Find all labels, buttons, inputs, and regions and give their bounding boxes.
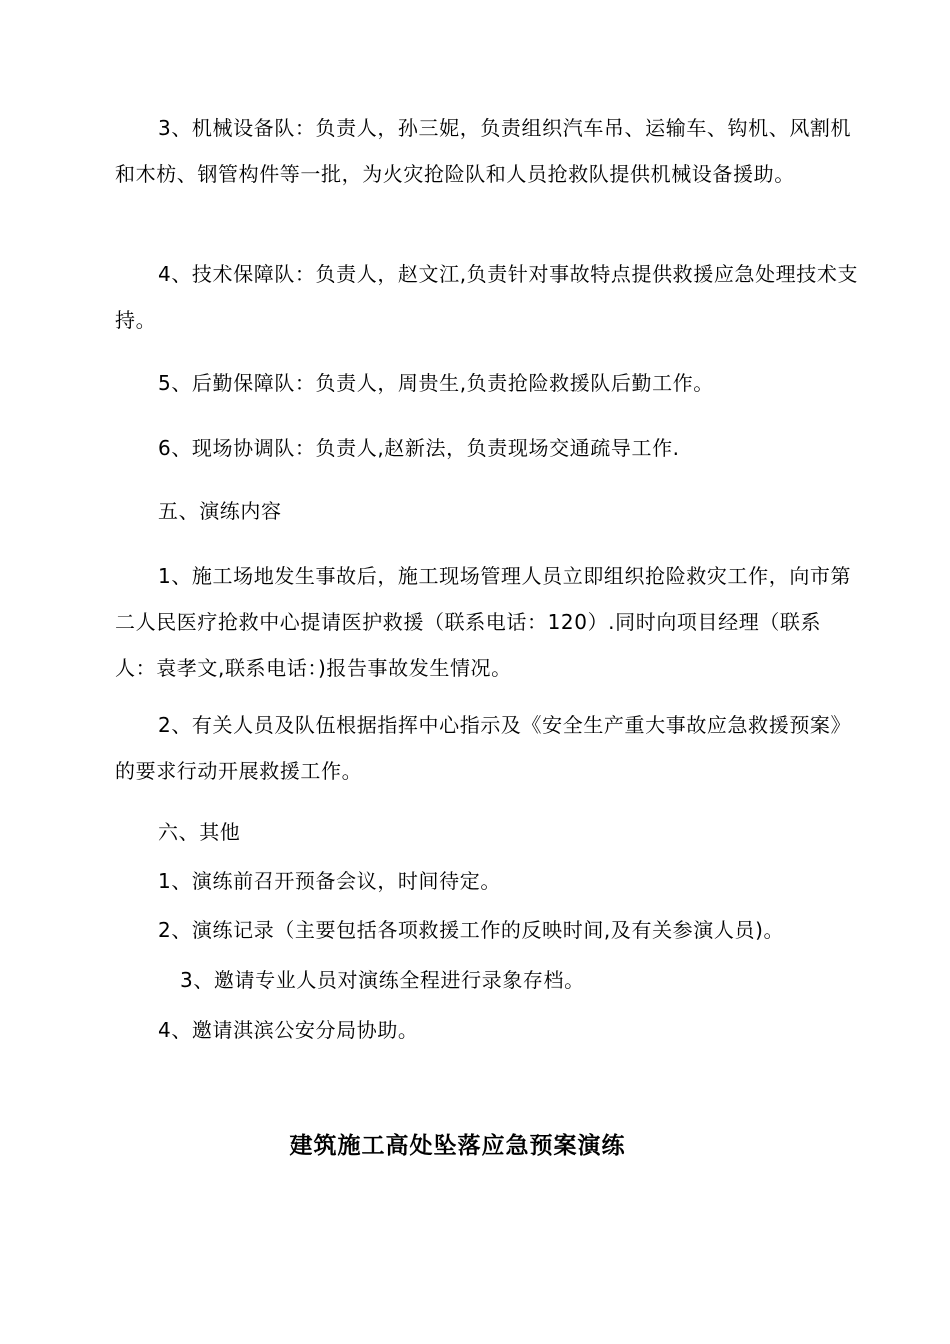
paragraph-tech-support-team: 4、技术保障队：负责人，赵文江,负责针对事故特点提供救援应急处理技术支持。	[115, 262, 859, 332]
section-heading-drill-content: 五、演练内容	[158, 499, 282, 523]
paragraph-logistics-team: 5、后勤保障队：负责人，周贵生,负责抢险救援队后勤工作。	[158, 371, 714, 395]
list-item-records: 2、演练记录（主要包括各项救援工作的反映时间,及有关参演人员)。	[158, 918, 785, 942]
paragraph-machinery-team: 3、机械设备队：负责人，孙三妮，负责组织汽车吊、运输车、钩机、风割机和木枋、钢管构件等一批，为火灾抢险队和人员抢救队提供机械设备援助。	[115, 116, 852, 186]
list-item-meeting: 1、演练前召开预备会议，时间待定。	[158, 869, 501, 893]
paragraph-coordination-team: 6、现场协调队：负责人,赵新法，负责现场交通疏导工作.	[158, 436, 680, 460]
document-title: 建筑施工高处坠落应急预案演练	[289, 1133, 626, 1159]
section-heading-other: 六、其他	[158, 820, 241, 844]
list-item-police-assist: 4、邀请淇滨公安分局协助。	[158, 1018, 419, 1042]
paragraph-rescue-action: 2、有关人员及队伍根据指挥中心指示及《安全生产重大事故应急救援预案》的要求行动开展救援工作。	[115, 713, 852, 783]
paragraph-accident-response: 1、施工场地发生事故后，施工现场管理人员立即组织抢险救灾工作，向市第二人民医疗抢救中心提请医护救援（联系电话：120）.同时向项目经理（联系人：袁孝文,联系电话：)报告事故发生情况。	[115, 564, 852, 680]
list-item-video-archive: 3、邀请专业人员对演练全程进行录象存档。	[180, 968, 585, 992]
